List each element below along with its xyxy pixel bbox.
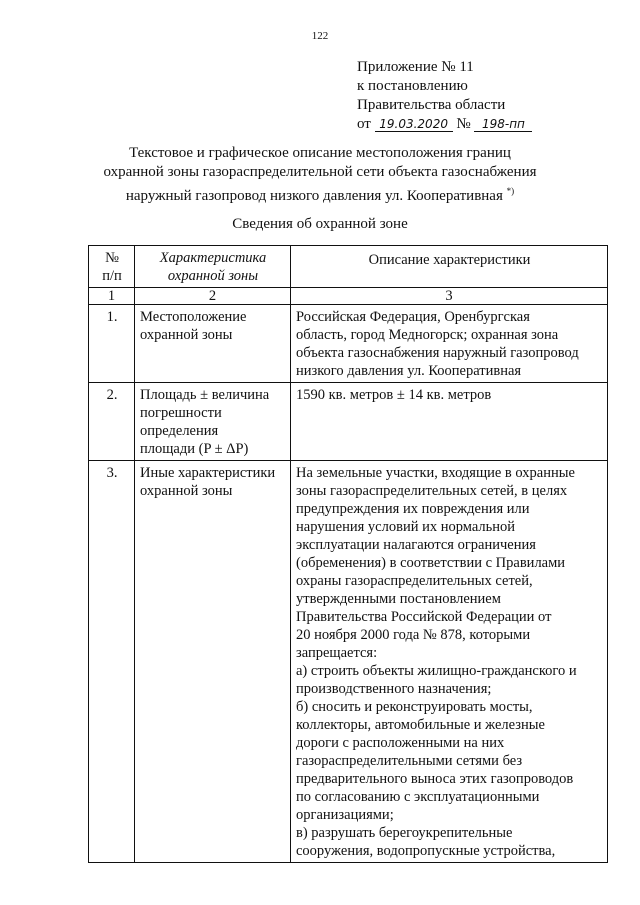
description-line: зоны газораспределительных сетей, в целях: [296, 483, 568, 499]
description-line: Правительства Российской Федерации от: [296, 609, 552, 625]
characteristic-line: площади (P ± ΔP): [140, 441, 249, 457]
row-description: [291, 305, 608, 383]
description-line: запрещается:: [296, 645, 378, 661]
handwritten-date: 19.03.2020: [375, 117, 453, 132]
description-line: нарушения условий их нормальной: [296, 519, 516, 535]
row-number: 3.: [89, 461, 135, 863]
description-line: низкого давления ул. Кооперативная: [296, 363, 522, 379]
description-line: эксплуатации налагаются ограничения: [296, 537, 536, 553]
date-prefix: от: [357, 116, 371, 132]
header-characteristic: [135, 246, 291, 288]
description-line: предварительного выноса этих газопроводов: [296, 771, 574, 787]
description-line: газораспределительными сетями без: [296, 753, 523, 769]
description-line: сооружения, водопропускные устройства,: [296, 843, 556, 859]
characteristic-line: определения: [140, 423, 219, 439]
description-line: 1590 кв. метров ± 14 кв. метров: [296, 387, 492, 403]
description-line: предупреждения их повреждения или: [296, 501, 530, 517]
characteristic-line: Иные характеристики: [140, 465, 276, 481]
row-description: [291, 461, 608, 863]
title-line-2: охранной зоны газораспределительной сети объекта газоснабжения: [103, 164, 537, 180]
description-line: объекта газоснабжения наружный газопровод: [296, 345, 579, 361]
description-line: (обременения) в соответствии с Правилами: [296, 555, 566, 571]
footnote-mark: *): [506, 186, 515, 196]
description-line: область, город Медногорск; охранная зона: [296, 327, 559, 343]
table-row: [89, 383, 608, 461]
description-line: На земельные участки, входящие в охранные: [296, 465, 575, 481]
title-line-1: Текстовое и графическое описание местоположения границ: [129, 145, 511, 161]
description-line: Российская Федерация, Оренбургская: [296, 309, 530, 325]
page-number: 122: [311, 30, 329, 42]
characteristic-line: охранной зоны: [140, 327, 233, 343]
row-characteristic: [135, 461, 291, 863]
row-number: 2.: [89, 383, 135, 461]
description-line: организациями;: [296, 807, 394, 823]
column-number: 1: [89, 288, 135, 305]
characteristic-line: охранной зоны: [140, 483, 233, 499]
appendix-date-line: [357, 115, 532, 134]
table-row: [89, 461, 608, 863]
header-description: Описание характеристики: [291, 246, 608, 288]
table-row: [89, 305, 608, 383]
title-line-3: [0, 182, 640, 206]
header-number-line-2: п/п: [102, 268, 122, 284]
appendix-line-resolution: к постановлению: [357, 78, 468, 94]
column-number: 3: [291, 288, 608, 305]
document-title: [0, 144, 640, 206]
description-line: охраны газораспределительных сетей,: [296, 573, 533, 589]
description-line: дороги с расположенными на них: [296, 735, 505, 751]
header-number-line-1: №: [105, 250, 119, 266]
appendix-line-government: Правительства области: [357, 97, 506, 113]
description-line: по согласованию с эксплуатационными: [296, 789, 540, 805]
appendix-block: [357, 58, 532, 134]
section-subtitle: Сведения об охранной зоне: [232, 216, 408, 232]
row-description: [291, 383, 608, 461]
row-characteristic: [135, 305, 291, 383]
description-line: 20 ноября 2000 года № 878, которыми: [296, 627, 531, 643]
row-characteristic: [135, 383, 291, 461]
characteristic-line: погрешности: [140, 405, 222, 421]
description-line: б) сносить и реконструировать мосты,: [296, 699, 533, 715]
description-line: утвержденными постановлением: [296, 591, 501, 607]
header-number: [89, 246, 135, 288]
description-line: а) строить объекты жилищно-гражданского и: [296, 663, 577, 679]
description-line: в) разрушать берегоукрепительные: [296, 825, 513, 841]
description-line: коллекторы, автомобильные и железные: [296, 717, 545, 733]
description-line: производственного назначения;: [296, 681, 492, 697]
appendix-title: Приложение № 11: [357, 59, 474, 75]
column-number: 2: [135, 288, 291, 305]
header-characteristic-line-2: охранной зоны: [167, 268, 259, 284]
title-line-3-text: наружный газопровод низкого давления ул. Кооперативная: [125, 188, 503, 204]
protection-zone-table: [88, 245, 608, 863]
handwritten-number: 198-пп: [474, 117, 532, 132]
row-number: 1.: [89, 305, 135, 383]
header-characteristic-line-1: Характеристика: [159, 250, 267, 266]
table-header-row: [89, 246, 608, 288]
characteristic-line: Площадь ± величина: [140, 387, 270, 403]
column-number-row: [89, 288, 608, 305]
number-prefix: №: [456, 116, 471, 132]
characteristic-line: Местоположение: [140, 309, 247, 325]
